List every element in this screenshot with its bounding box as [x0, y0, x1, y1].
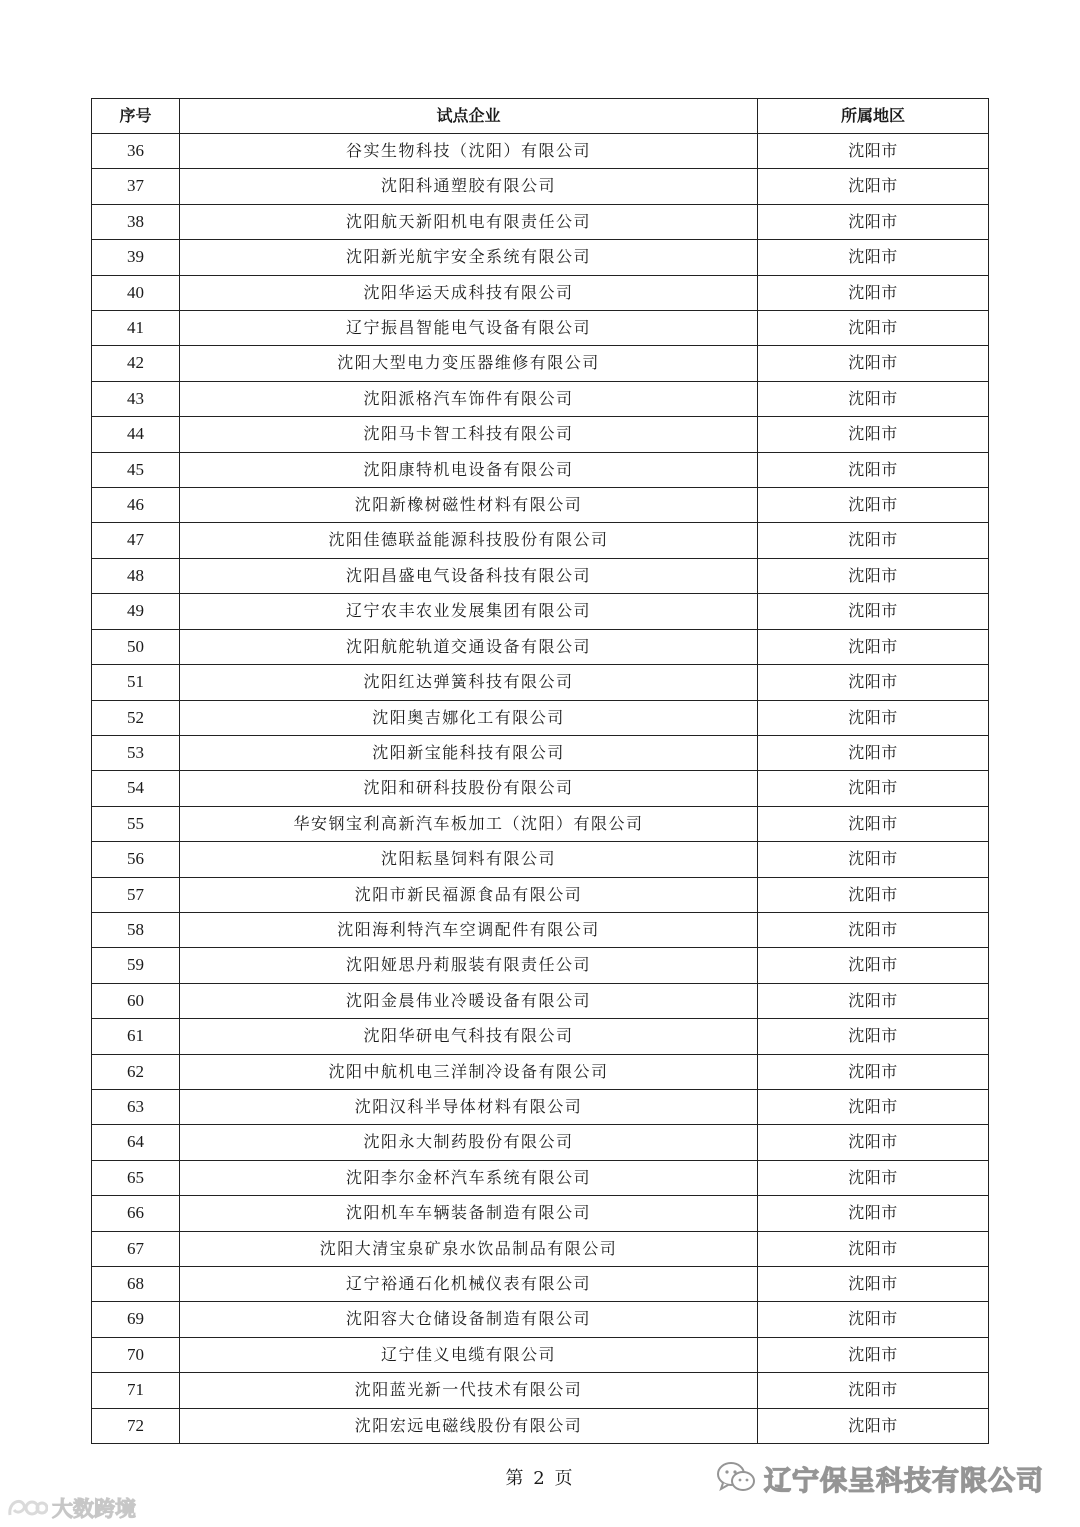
cell-seq: 48 — [92, 558, 180, 593]
cell-company: 沈阳蓝光新一代技术有限公司 — [180, 1373, 758, 1408]
cell-region: 沈阳市 — [758, 842, 989, 877]
cell-region: 沈阳市 — [758, 1337, 989, 1372]
table-row — [92, 1196, 989, 1231]
cell-seq: 40 — [92, 275, 180, 310]
cell-company: 沈阳和研科技股份有限公司 — [180, 771, 758, 806]
cell-company: 沈阳中航机电三洋制冷设备有限公司 — [180, 1054, 758, 1089]
cell-region: 沈阳市 — [758, 1231, 989, 1266]
cell-region: 沈阳市 — [758, 1019, 989, 1054]
table-row — [92, 629, 989, 664]
cell-seq: 63 — [92, 1089, 180, 1124]
cell-company: 辽宁佳义电缆有限公司 — [180, 1337, 758, 1372]
table-row — [92, 452, 989, 487]
table-row — [92, 558, 989, 593]
cell-seq: 67 — [92, 1231, 180, 1266]
cell-region: 沈阳市 — [758, 275, 989, 310]
cell-seq: 50 — [92, 629, 180, 664]
table-row — [92, 735, 989, 770]
cell-seq: 39 — [92, 240, 180, 275]
cell-company: 沈阳娅思丹莉服装有限责任公司 — [180, 948, 758, 983]
watermark-right-text: 辽宁保呈科技有限公司 — [764, 1465, 1044, 1497]
cell-seq: 45 — [92, 452, 180, 487]
cell-company: 沈阳派格汽车饰件有限公司 — [180, 381, 758, 416]
cell-seq: 55 — [92, 806, 180, 841]
cell-region: 沈阳市 — [758, 1373, 989, 1408]
cell-region: 沈阳市 — [758, 771, 989, 806]
watermark-left — [6, 1490, 136, 1526]
cell-company: 辽宁裕通石化机械仪表有限公司 — [180, 1267, 758, 1302]
cell-company: 华安钢宝利高新汽车板加工（沈阳）有限公司 — [180, 806, 758, 841]
cell-company: 沈阳永大制药股份有限公司 — [180, 1125, 758, 1160]
cell-seq: 47 — [92, 523, 180, 558]
cell-region: 沈阳市 — [758, 983, 989, 1018]
cell-region: 沈阳市 — [758, 700, 989, 735]
cell-region: 沈阳市 — [758, 417, 989, 452]
table-row — [92, 1160, 989, 1195]
table-row — [92, 1019, 989, 1054]
cell-region: 沈阳市 — [758, 558, 989, 593]
table-row — [92, 948, 989, 983]
table-row — [92, 311, 989, 346]
table-row — [92, 523, 989, 558]
table-row — [92, 1337, 989, 1372]
cell-company: 沈阳航舵轨道交通设备有限公司 — [180, 629, 758, 664]
cell-seq: 51 — [92, 665, 180, 700]
cell-region: 沈阳市 — [758, 346, 989, 381]
cell-seq: 65 — [92, 1160, 180, 1195]
cell-region: 沈阳市 — [758, 1408, 989, 1443]
cell-company: 谷实生物科技（沈阳）有限公司 — [180, 134, 758, 169]
cell-company: 沈阳金晨伟业冷暖设备有限公司 — [180, 983, 758, 1018]
table-row — [92, 1054, 989, 1089]
table-row — [92, 806, 989, 841]
dashuju-logo-icon — [6, 1493, 48, 1523]
watermark-left-text: 大数跨境 — [52, 1497, 136, 1521]
table-row — [92, 771, 989, 806]
cell-seq: 37 — [92, 169, 180, 204]
wechat-icon — [716, 1460, 756, 1496]
table-header-row — [92, 99, 989, 134]
cell-company: 沈阳科通塑胶有限公司 — [180, 169, 758, 204]
cell-seq: 53 — [92, 735, 180, 770]
table-body — [92, 134, 989, 1444]
cell-company: 沈阳李尔金杯汽车系统有限公司 — [180, 1160, 758, 1195]
cell-company: 沈阳大清宝泉矿泉水饮品制品有限公司 — [180, 1231, 758, 1266]
table-row — [92, 983, 989, 1018]
cell-seq: 66 — [92, 1196, 180, 1231]
cell-region: 沈阳市 — [758, 1302, 989, 1337]
table-row — [92, 1089, 989, 1124]
cell-region: 沈阳市 — [758, 134, 989, 169]
cell-seq: 68 — [92, 1267, 180, 1302]
cell-region: 沈阳市 — [758, 523, 989, 558]
cell-seq: 49 — [92, 594, 180, 629]
cell-company: 沈阳新光航宇安全系统有限公司 — [180, 240, 758, 275]
cell-company: 辽宁农丰农业发展集团有限公司 — [180, 594, 758, 629]
cell-region: 沈阳市 — [758, 452, 989, 487]
cell-region: 沈阳市 — [758, 311, 989, 346]
cell-seq: 62 — [92, 1054, 180, 1089]
cell-company: 沈阳佳德联益能源科技股份有限公司 — [180, 523, 758, 558]
cell-company: 沈阳新宝能科技有限公司 — [180, 735, 758, 770]
cell-seq: 72 — [92, 1408, 180, 1443]
table-row — [92, 346, 989, 381]
cell-region: 沈阳市 — [758, 735, 989, 770]
cell-company: 沈阳汉科半导体材料有限公司 — [180, 1089, 758, 1124]
table-row — [92, 381, 989, 416]
header-company: 试点企业 — [180, 99, 758, 134]
cell-seq: 71 — [92, 1373, 180, 1408]
cell-region: 沈阳市 — [758, 1196, 989, 1231]
table-row — [92, 912, 989, 947]
cell-region: 沈阳市 — [758, 1054, 989, 1089]
table-row — [92, 594, 989, 629]
table-row — [92, 700, 989, 735]
cell-company: 沈阳新橡树磁性材料有限公司 — [180, 488, 758, 523]
cell-region: 沈阳市 — [758, 806, 989, 841]
table-row — [92, 665, 989, 700]
table-row — [92, 1408, 989, 1443]
table-row — [92, 417, 989, 452]
table-row — [92, 169, 989, 204]
cell-seq: 43 — [92, 381, 180, 416]
table-row — [92, 204, 989, 239]
cell-region: 沈阳市 — [758, 1089, 989, 1124]
cell-seq: 60 — [92, 983, 180, 1018]
table-row — [92, 842, 989, 877]
table-row — [92, 240, 989, 275]
cell-company: 沈阳马卡智工科技有限公司 — [180, 417, 758, 452]
table-row — [92, 275, 989, 310]
table-row — [92, 1373, 989, 1408]
cell-region: 沈阳市 — [758, 204, 989, 239]
cell-seq: 44 — [92, 417, 180, 452]
cell-company: 沈阳奥吉娜化工有限公司 — [180, 700, 758, 735]
cell-seq: 59 — [92, 948, 180, 983]
cell-seq: 54 — [92, 771, 180, 806]
cell-company: 辽宁振昌智能电气设备有限公司 — [180, 311, 758, 346]
cell-company: 沈阳宏远电磁线股份有限公司 — [180, 1408, 758, 1443]
cell-company: 沈阳昌盛电气设备科技有限公司 — [180, 558, 758, 593]
cell-region: 沈阳市 — [758, 877, 989, 912]
cell-seq: 58 — [92, 912, 180, 947]
cell-region: 沈阳市 — [758, 594, 989, 629]
header-region: 所属地区 — [758, 99, 989, 134]
cell-region: 沈阳市 — [758, 381, 989, 416]
table-row — [92, 134, 989, 169]
cell-company: 沈阳航天新阳机电有限责任公司 — [180, 204, 758, 239]
cell-region: 沈阳市 — [758, 629, 989, 664]
cell-company: 沈阳机车车辆装备制造有限公司 — [180, 1196, 758, 1231]
cell-region: 沈阳市 — [758, 240, 989, 275]
cell-seq: 41 — [92, 311, 180, 346]
cell-company: 沈阳华研电气科技有限公司 — [180, 1019, 758, 1054]
page-number: 第 2 页 — [505, 1468, 575, 1489]
cell-seq: 52 — [92, 700, 180, 735]
table-row — [92, 877, 989, 912]
cell-company: 沈阳海利特汽车空调配件有限公司 — [180, 912, 758, 947]
table-row — [92, 1267, 989, 1302]
cell-seq: 70 — [92, 1337, 180, 1372]
cell-seq: 61 — [92, 1019, 180, 1054]
table-row — [92, 1125, 989, 1160]
cell-company: 沈阳华运天成科技有限公司 — [180, 275, 758, 310]
cell-company: 沈阳耘垦饲料有限公司 — [180, 842, 758, 877]
cell-region: 沈阳市 — [758, 1160, 989, 1195]
cell-seq: 38 — [92, 204, 180, 239]
header-seq: 序号 — [92, 99, 180, 134]
table-row — [92, 1231, 989, 1266]
cell-region: 沈阳市 — [758, 665, 989, 700]
cell-region: 沈阳市 — [758, 1125, 989, 1160]
cell-region: 沈阳市 — [758, 948, 989, 983]
cell-region: 沈阳市 — [758, 912, 989, 947]
cell-region: 沈阳市 — [758, 1267, 989, 1302]
cell-seq: 42 — [92, 346, 180, 381]
cell-company: 沈阳大型电力变压器维修有限公司 — [180, 346, 758, 381]
cell-seq: 56 — [92, 842, 180, 877]
cell-region: 沈阳市 — [758, 169, 989, 204]
enterprise-table — [91, 98, 989, 1444]
watermark-right — [716, 1456, 1044, 1500]
cell-seq: 64 — [92, 1125, 180, 1160]
cell-region: 沈阳市 — [758, 488, 989, 523]
cell-seq: 69 — [92, 1302, 180, 1337]
cell-seq: 46 — [92, 488, 180, 523]
cell-seq: 36 — [92, 134, 180, 169]
cell-company: 沈阳康特机电设备有限公司 — [180, 452, 758, 487]
cell-seq: 57 — [92, 877, 180, 912]
cell-company: 沈阳容大仓储设备制造有限公司 — [180, 1302, 758, 1337]
cell-company: 沈阳市新民福源食品有限公司 — [180, 877, 758, 912]
cell-company: 沈阳红达弹簧科技有限公司 — [180, 665, 758, 700]
table-row — [92, 488, 989, 523]
table-row — [92, 1302, 989, 1337]
